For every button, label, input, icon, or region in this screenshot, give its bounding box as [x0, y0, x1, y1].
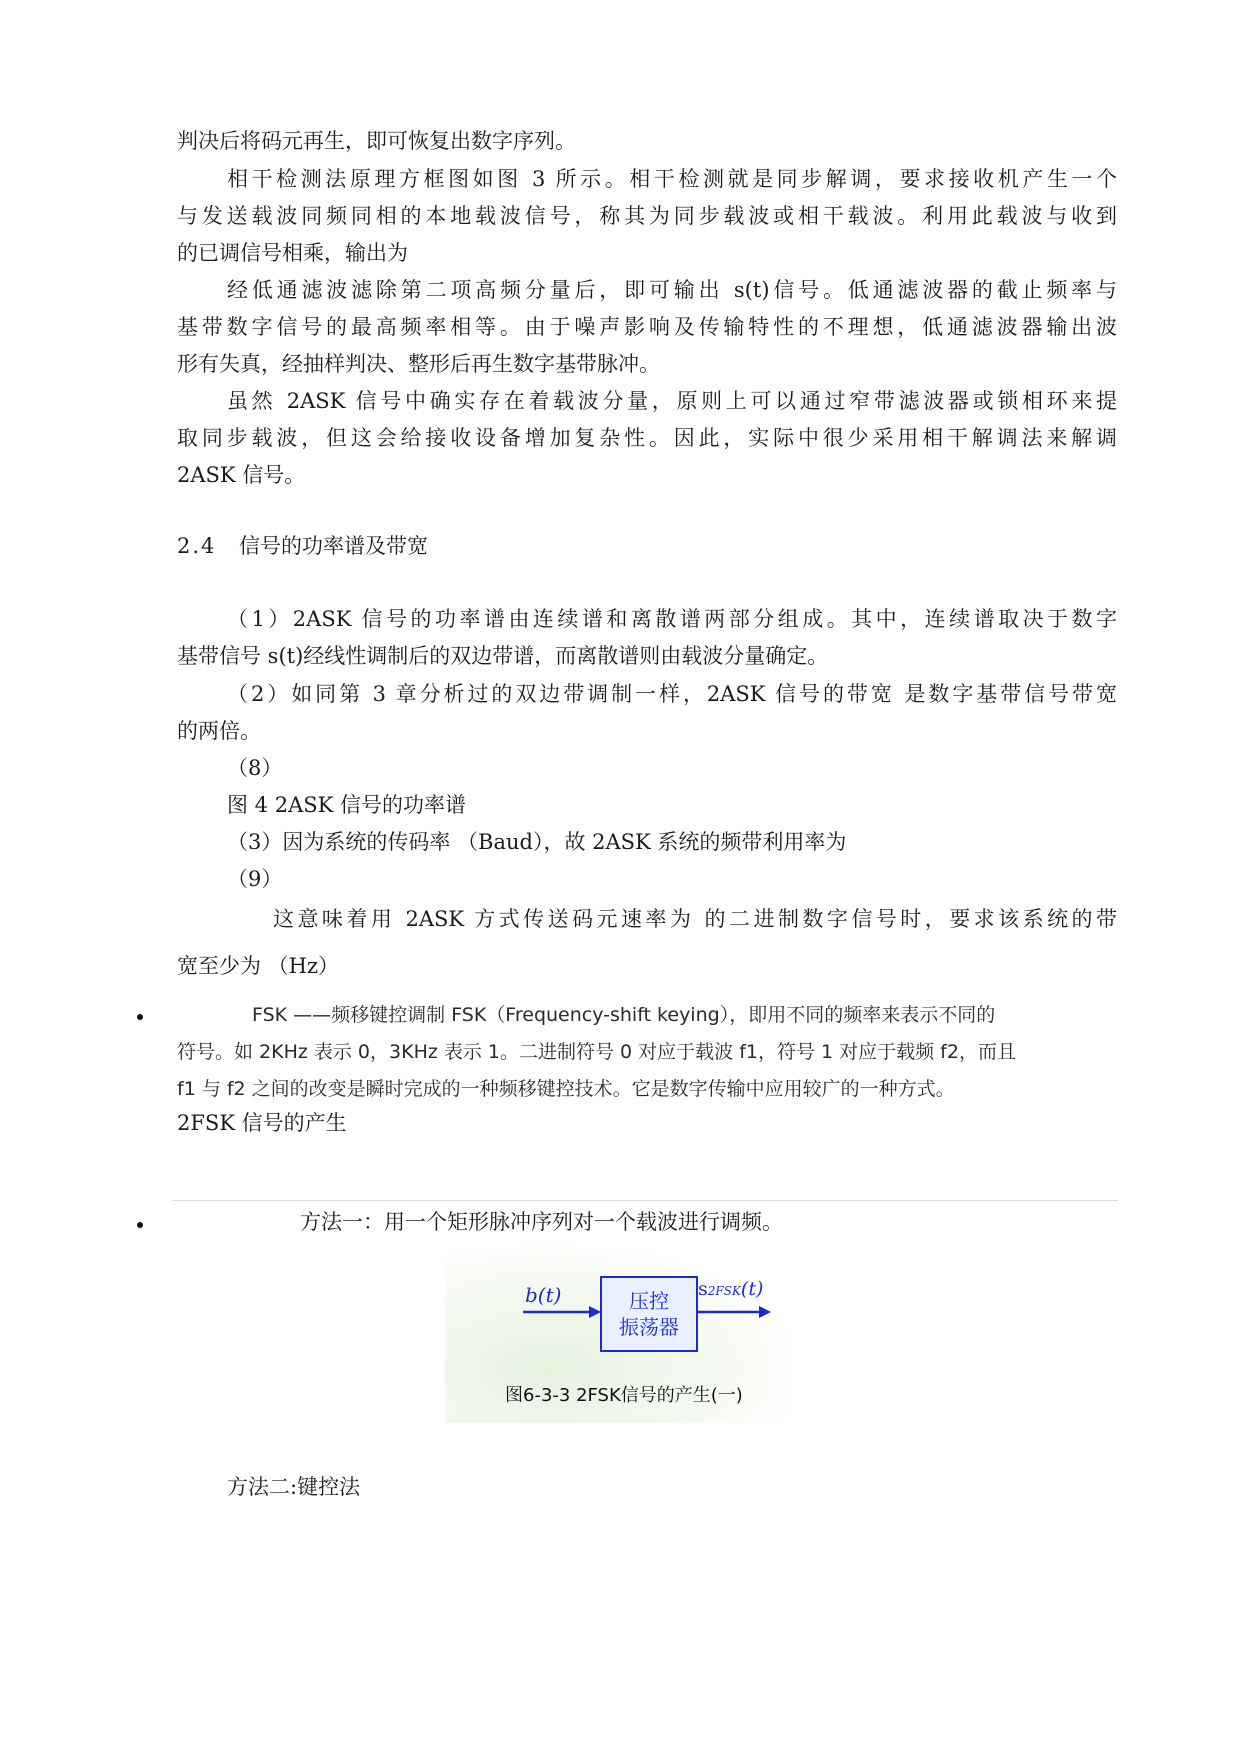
input-signal-label: b(t) [525, 1283, 562, 1307]
paragraph-line: 虽然 2ASK 信号中确实存在着载波分量，原则上可以通过窄带滤波器或锁相环来提 [227, 389, 1117, 413]
list-item-line: 的两倍。 [177, 719, 261, 743]
section-title: 信号的功率谱及带宽 [239, 534, 428, 558]
fsk-generation-figure [445, 1245, 795, 1423]
figure-caption: 图 4 2ASK 信号的功率谱 [227, 793, 466, 817]
fsk-line: FSK ——频移键控调制 FSK（Frequency-shift keying），即用不同的频率来表示不同的 [252, 1004, 996, 1026]
output-signal-label [698, 1278, 763, 1300]
output-subscript: 2FSK [707, 1284, 741, 1298]
section-heading [177, 531, 428, 561]
list-item-line: （2）如同第 3 章分析过的双边带调制一样，2ASK 信号的带宽 是数字基带信号带宽 [227, 682, 1117, 706]
paragraph-line: 2ASK 信号。 [177, 463, 306, 487]
paragraph-line: 经低通滤波滤除第二项高频分量后，即可输出 s(t)信号。低通滤波器的截止频率与 [227, 278, 1117, 302]
subheading: 2FSK 信号的产生 [177, 1111, 347, 1135]
bullet-icon [137, 1222, 143, 1228]
list-item-line: 基带信号 s(t)经线性调制后的双边带谱，而离散谱则由载波分量确定。 [177, 644, 829, 668]
vco-block [600, 1276, 698, 1352]
paragraph-line: 与发送载波同频同相的本地载波信号，称其为同步载波或相干载波。利用此载波与收到 [177, 204, 1117, 228]
paragraph-line: 基带数字信号的最高频率相等。由于噪声影响及传输特性的不理想，低通滤波器输出波 [177, 315, 1117, 339]
list-item-line: （1）2ASK 信号的功率谱由连续谱和离散谱两部分组成。其中，连续谱取决于数字 [227, 607, 1117, 631]
equation-number: （9） [227, 867, 283, 891]
paragraph-line: 判决后将码元再生，即可恢复出数字序列。 [177, 129, 576, 153]
method-two: 方法二:键控法 [227, 1475, 361, 1499]
figure-caption: 图6-3-3 2FSK信号的产生(一) [505, 1385, 743, 1406]
list-item-line: （3）因为系统的传码率 （Baud），故 2ASK 系统的频带利用率为 [227, 830, 847, 854]
method-one: 方法一：用一个矩形脉冲序列对一个载波进行调频。 [300, 1210, 783, 1234]
fsk-line: 符号。如 2KHz 表示 0，3KHz 表示 1。二进制符号 0 对应于载波 f1，符号 1 对应于载频 f2，而且 [177, 1041, 1016, 1063]
bullet-icon [137, 1014, 143, 1020]
equation-number: （8） [227, 756, 283, 780]
output-argument: (t) [740, 1278, 764, 1300]
divider [172, 1200, 1118, 1201]
section-number: 2.4 [177, 534, 217, 558]
paragraph-line: 的已调信号相乘，输出为 [177, 241, 408, 265]
paragraph-line: 宽至少为 （Hz） [177, 954, 340, 978]
paragraph-line: 形有失真，经抽样判决、整形后再生数字基带脉冲。 [177, 352, 660, 376]
output-symbol: s [698, 1278, 708, 1300]
vco-label-line1: 压控 [629, 1289, 669, 1313]
paragraph-line: 这意味着用 2ASK 方式传送码元速率为 的二进制数字信号时，要求该系统的带 [273, 907, 1117, 931]
vco-label-line2: 振荡器 [619, 1315, 679, 1339]
paragraph-line: 相干检测法原理方框图如图 3 所示。相干检测就是同步解调，要求接收机产生一个 [227, 167, 1117, 191]
fsk-line: f1 与 f2 之间的改变是瞬时完成的一种频移键控技术。它是数字传输中应用较广的一种方式。 [177, 1078, 955, 1100]
paragraph-line: 取同步载波，但这会给接收设备增加复杂性。因此，实际中很少采用相干解调法来解调 [177, 426, 1117, 450]
